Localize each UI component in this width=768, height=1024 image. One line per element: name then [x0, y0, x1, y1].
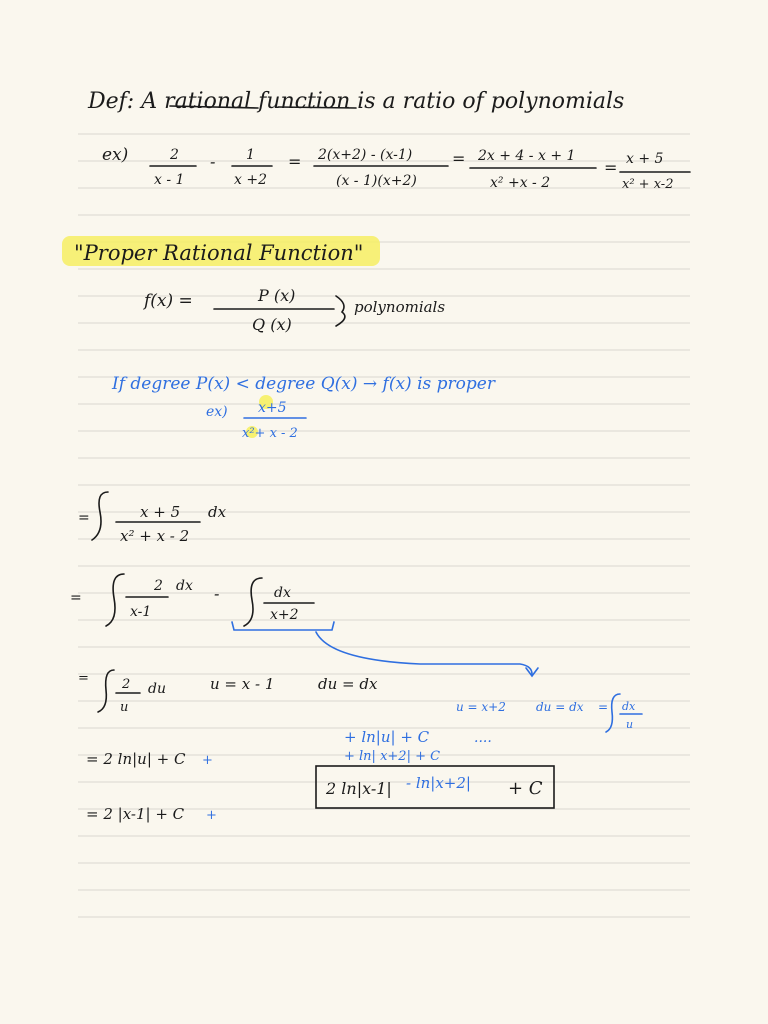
degree-condition: If degree P(x) < degree Q(x) → f(x) is proper: [112, 374, 495, 394]
integral2-a-denominator: x-1: [130, 604, 152, 620]
polynomials-note: polynomials: [354, 298, 446, 316]
integral1-denominator: x² + x - 2: [120, 527, 190, 545]
answer-part-2: - ln|x+2|: [406, 774, 471, 792]
equals-sign-3: =: [604, 158, 618, 177]
substitution-numerator: 2: [122, 677, 131, 692]
fraction1-numerator: 2: [170, 147, 179, 163]
underline-function: [278, 107, 356, 108]
blue-ellipsis: ....: [474, 730, 492, 746]
equals-sign-1: =: [288, 152, 302, 171]
result-ln-u: = 2 ln|u| + C: [86, 750, 186, 768]
integral-sign-icon: [98, 670, 114, 712]
result-abs: = 2 |x-1| + C: [86, 805, 185, 823]
fraction4-denominator: x² +x - 2: [490, 175, 551, 191]
integral2-a-numerator: 2: [154, 578, 163, 594]
example-label: ex): [102, 145, 129, 165]
answer-part-3: + C: [508, 778, 543, 799]
fraction3-numerator: 2(x+2) - (x-1): [318, 147, 413, 163]
minus-sign: -: [210, 152, 216, 171]
px-numerator: P (x): [258, 286, 296, 305]
fraction2-numerator: 1: [246, 147, 255, 163]
substitution-du: du: [148, 681, 166, 697]
fraction3-denominator: (x - 1)(x+2): [336, 173, 417, 189]
integral2-b-denominator: x+2: [270, 607, 299, 623]
answer-part-1: 2 ln|x-1|: [326, 779, 392, 798]
blue-ln-x-plus-2: + ln| x+2| + C: [344, 749, 441, 764]
integral2-b-numerator: dx: [274, 585, 291, 601]
integral-sign-icon: [606, 694, 620, 732]
fraction5-numerator: x + 5: [626, 151, 664, 167]
substitution-equals: =: [78, 671, 89, 686]
proper-heading: "Proper Rational Function": [74, 241, 364, 265]
integral2-minus: -: [214, 584, 220, 603]
integral-sign-icon: [92, 492, 108, 540]
blue-ln-u: + ln|u| + C: [344, 728, 430, 746]
blue-equals: =: [598, 700, 609, 714]
condition-example-numerator: x+5: [258, 400, 287, 416]
integral2-equals: =: [70, 590, 82, 606]
du-definition: du = dx: [318, 675, 378, 693]
definition-text: Def: A rational function is a ratio of polynomials: [88, 89, 625, 114]
fraction2-denominator: x +2: [234, 172, 267, 188]
integral1-equals: =: [78, 510, 90, 526]
fraction1-denominator: x - 1: [154, 172, 185, 188]
u-definition: u = x - 1: [210, 675, 275, 693]
integral1-dx: dx: [208, 503, 227, 521]
blue-du-definition: du = dx: [536, 700, 584, 714]
blue-fraction-numerator: dx: [622, 700, 636, 713]
fraction5-denominator: x² + x-2: [622, 177, 674, 192]
substitution-denominator: u: [120, 700, 129, 715]
equals-sign-2: =: [452, 149, 466, 168]
integral-sign-icon: [106, 574, 124, 626]
result-abs-plus: +: [206, 808, 217, 823]
qx-denominator: Q (x): [252, 315, 292, 334]
result-ln-u-plus: +: [202, 753, 213, 768]
fraction4-numerator: 2x + 4 - x + 1: [478, 148, 576, 164]
arrow-line: [316, 632, 532, 674]
integral1-numerator: x + 5: [140, 503, 181, 521]
integral-sign-icon: [244, 578, 262, 626]
fx-label: f(x) =: [144, 291, 193, 311]
condition-example-label: ex): [206, 404, 228, 420]
brace-icon: [336, 296, 345, 326]
condition-example-denominator: x²+ x - 2: [242, 426, 298, 441]
integral2-a-dx: dx: [176, 578, 193, 594]
blue-u-definition: u = x+2: [456, 700, 506, 714]
blue-fraction-denominator: u: [626, 718, 634, 731]
